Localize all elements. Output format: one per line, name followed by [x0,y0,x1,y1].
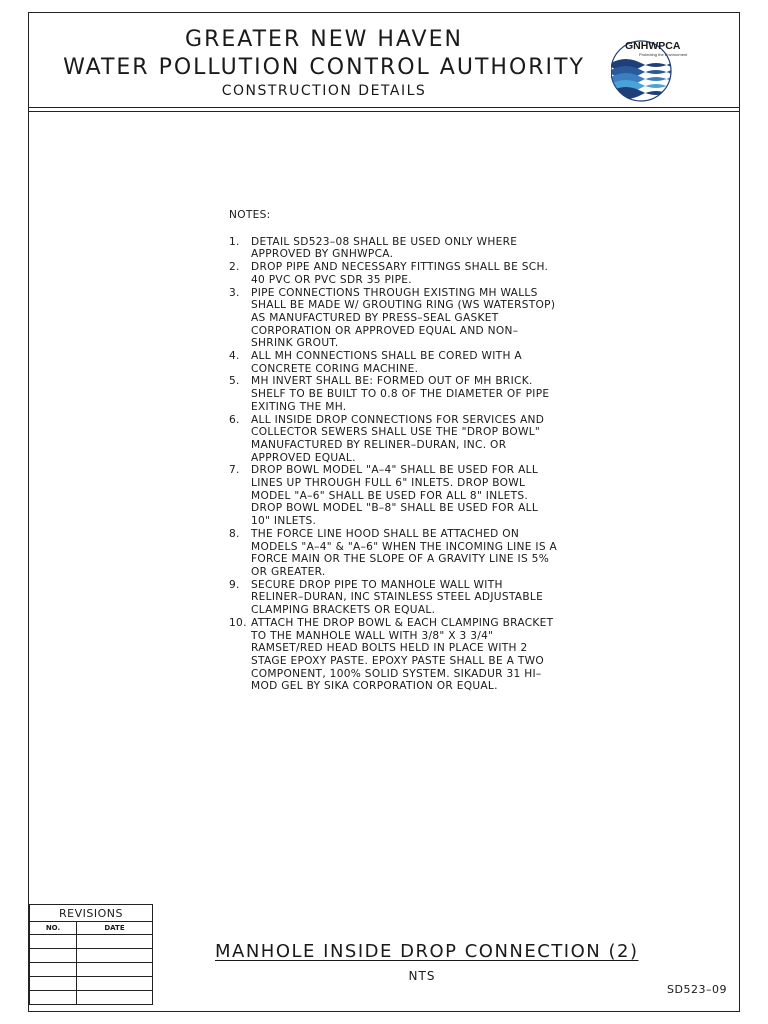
title-line-1: GREATER NEW HAVEN [185,27,463,52]
note-item [229,579,559,617]
note-item [229,375,559,413]
revisions-col-date: DATE [77,922,153,935]
drawing-title: MANHOLE INSIDE DROP CONNECTION (2) [215,941,639,962]
logo-text: GNHWPCA [625,40,681,52]
note-text: ALL INSIDE DROP CONNECTIONS FOR SERVICES AND COLLECTOR SEWERS SHALL USE THE "DROP BOWL" MANUFACTURED BY RELINER–DURAN, INC. OR APPROVED EQUAL. [251,413,545,464]
note-item [229,464,559,528]
note-text: ALL MH CONNECTIONS SHALL BE CORED WITH A CONCRETE CORING MACHINE. [251,350,522,375]
note-number: 2. [229,261,240,274]
note-item [229,414,559,465]
note-item [229,236,559,261]
revisions-table [29,904,153,1005]
note-number: 7. [229,464,240,477]
revisions-row [30,935,153,949]
title-block [29,13,739,108]
drawing-scale: NTS [408,969,436,983]
note-number: 8. [229,527,240,540]
note-number: 1. [229,235,240,248]
notes-list [229,236,559,693]
logo-tagline: Protecting the Environment [639,52,688,57]
notes-heading: NOTES: [229,209,271,221]
note-text: PIPE CONNECTIONS THROUGH EXISTING MH WALLS SHALL BE MADE W/ GROUTING RING (WS WATERSTOP) AS MANUFACTURED BY PRESS–SEAL GASKET CORPORATION OR APPROVED EQUAL AND NON–SHRINK GROUT. [251,286,556,350]
note-item [229,350,559,375]
note-text: SECURE DROP PIPE TO MANHOLE WALL WITH RELINER–DURAN, INC STAINLESS STEEL ADJUSTABLE CLAMPING BRACKETS OR EQUAL. [251,578,544,617]
drawing-sheet [28,12,740,1012]
note-item [229,528,559,579]
note-item [229,287,559,351]
revisions-title: REVISIONS [30,905,153,922]
gnhwpca-wave-logo-icon [611,33,695,103]
note-number: 5. [229,375,240,388]
note-text: DROP PIPE AND NECESSARY FITTINGS SHALL BE SCH. 40 PVC OR PVC SDR 35 PIPE. [251,261,549,286]
revisions-row [30,991,153,1005]
note-item [229,261,559,286]
note-text: MH INVERT SHALL BE: FORMED OUT OF MH BRICK. SHELF TO BE BUILT TO 0.8 OF THE DIAMETER OF PIPE EXITING THE MH. [251,375,550,413]
note-text: THE FORCE LINE HOOD SHALL BE ATTACHED ON MODELS "A–4" & "A–6" WHEN THE INCOMING LINE IS A FORCE MAIN OR THE SLOPE OF A GRAVITY LINE IS 5% OR GREATER. [251,527,558,578]
revisions-row [30,977,153,991]
title-line-2: WATER POLLUTION CONTROL AUTHORITY [63,55,585,80]
sheet-number: SD523–09 [667,983,727,996]
revisions-row [30,949,153,963]
revisions-col-no: NO. [30,922,77,935]
note-number: 4. [229,350,240,363]
note-text: ATTACH THE DROP BOWL & EACH CLAMPING BRACKET TO THE MANHOLE WALL WITH 3/8" X 3 3/4" RAMSET/RED HEAD BOLTS HELD IN PLACE WITH 2 STAGE EPOXY PASTE. EPOXY PASTE SHALL BE A TWO COMPONENT, 100% SOLID SYSTEM. SIKADUR 31 HI–MOD GEL BY SIKA CORPORATION OR EQUAL. [251,616,554,693]
note-text: DROP BOWL MODEL "A–4" SHALL BE USED FOR ALL LINES UP THROUGH FULL 6" INLETS. DROP BOWL MODEL "A–6" SHALL BE USED FOR ALL 8" INLETS. DROP BOWL MODEL "B–8" SHALL BE USED FOR ALL 10" INLETS. [251,464,539,528]
note-number: 10. [229,616,247,629]
notes-section [229,209,559,693]
title-divider [29,111,739,112]
note-number: 9. [229,578,240,591]
revisions-row [30,963,153,977]
note-text: DETAIL SD523–08 SHALL BE USED ONLY WHERE APPROVED BY GNHWPCA. [251,235,518,261]
title-line-3: CONSTRUCTION DETAILS [221,83,427,99]
note-number: 6. [229,413,240,426]
note-number: 3. [229,286,240,299]
note-item [229,617,559,693]
